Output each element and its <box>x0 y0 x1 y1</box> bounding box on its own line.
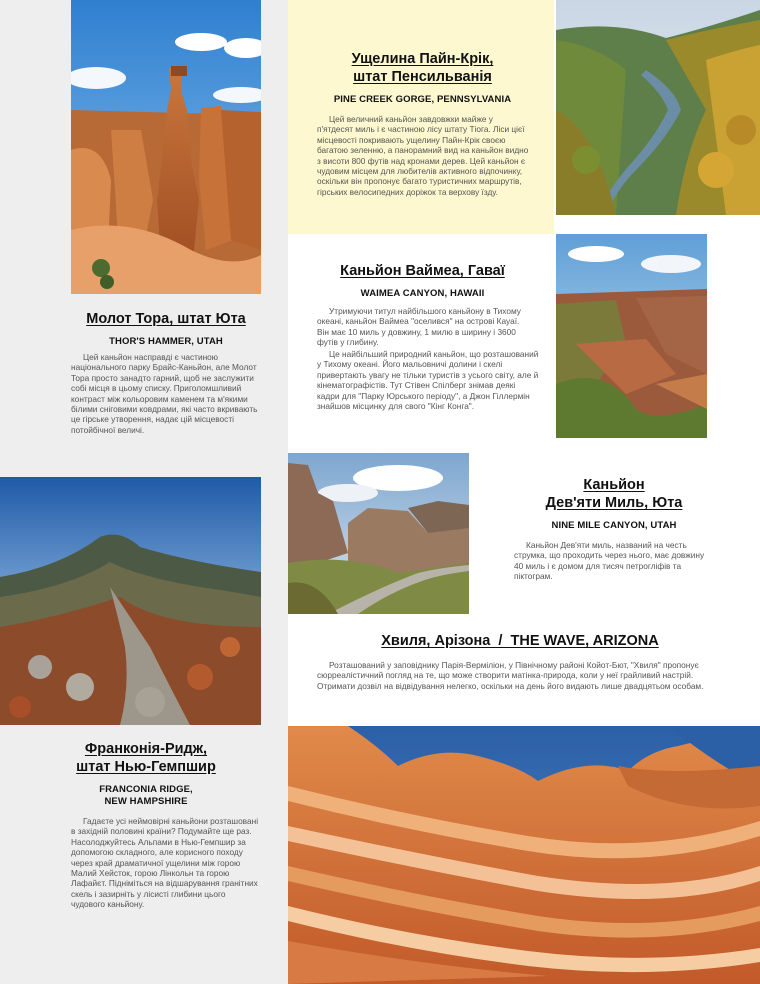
thors-hammer-title-block <box>71 310 261 348</box>
nine-mile-title-line1: Каньйон <box>583 477 645 493</box>
nine-mile-photo <box>288 453 469 614</box>
thors-hammer-body: Цей каньйон насправді є частиною національного парку Брайс-Каньйон, але Молот Тора просто занадто гарний, щоб не заслужити собі місця в цьому списку. Приголомшливий контраст між кольоровим каменем та м'якими білими сніговими ковдрами, які часто вкривають це гірське утворення, надає цій місцевості потойбічної величі. <box>71 352 258 435</box>
nine-mile-subtitle: NINE MILE CANYON, UTAH <box>551 520 677 531</box>
the-wave-photo <box>288 726 760 984</box>
nine-mile-title-block <box>494 476 734 532</box>
franconia-subtitle-line2: NEW HAMPSHIRE <box>104 796 188 807</box>
pine-creek-title-line1: Ущелина Пайн-Крік, <box>351 51 494 67</box>
waimea-photo <box>556 234 707 438</box>
nine-mile-title-line2: Дев'яти Миль, Юта <box>545 495 683 511</box>
thors-hammer-subtitle: THOR'S HAMMER, UTAH <box>109 336 223 347</box>
pine-creek-title-block <box>300 50 545 106</box>
waimea-body-2: Це найбільший природний каньйон, що розташований у Тихому океані. Його мальовничі долини і скелі привертають увагу не тільки туристів з усього світу, але й кінематографістів. Тут Стівен Спілберг знімав деякі кадри для "Парку Юрського періоду", а Джон Гіллермін знайшов місцинку для свого "Кінг Конга". <box>317 349 539 412</box>
franconia-title-line1: Франконія-Ридж, <box>84 741 208 757</box>
the-wave-title: Хвиля, Арізона / THE WAVE, ARIZONA <box>381 633 659 649</box>
waimea-title-block <box>300 262 545 300</box>
waimea-title: Каньйон Ваймеа, Гаваї <box>340 263 505 279</box>
thors-hammer-photo <box>71 0 261 294</box>
pine-creek-body: Цей величний каньйон завдовжки майже у п'ятдесят миль і є частиною лісу штату Тіога. Ліси цієї місцевості покривають ущелину Пайн-Крік своєю багатою зеленню, а панорамний вид на каньйон видно з висоти 800 футів над кронами дерев. Цей каньйон є чудовим місцем для любителів активного відпочинку, оскільки він пропонує багато туристичних маршрутів, гірських велосипедних доріжок та верхову їзду. <box>317 114 529 197</box>
waimea-subtitle: WAIMEA CANYON, HAWAII <box>360 288 485 299</box>
pine-creek-subtitle: PINE CREEK GORGE, PENNSYLVANIA <box>333 94 512 105</box>
franconia-subtitle-line1: FRANCONIA RIDGE, <box>99 784 193 795</box>
nine-mile-body: Каньйон Дев'яти миль, названий на честь струмка, що проходить через нього, має довжину 40 миль і є домом для тисяч петрогліфів та піктограм. <box>514 540 705 582</box>
the-wave-title-block <box>300 632 740 650</box>
franconia-body: Гадаєте усі неймовірні каньйони розташовані в західній половині країни? Подумайте ще раз. Насолоджуйтесь Альпами в Нью-Гемпшир за допомогою складного, але корисного походу через край драматичної ущелини між горою Малий Хейсток, горою Лінкольн та горою Лафайєт. Підніміться на відшарування гранітних скель і зазирніть у лісисті глибини цього чудового каньйону. <box>71 816 259 910</box>
thors-hammer-title: Молот Тора, штат Юта <box>86 311 246 327</box>
pine-creek-title-line2: штат Пенсильванія <box>353 69 492 85</box>
franconia-title-block <box>30 740 262 808</box>
pine-creek-photo <box>556 0 760 215</box>
the-wave-body: Розташований у заповіднику Парія-Верміліон, у Північному районі Койот-Бют, "Хвиля" пропонує сюрреалістичний погляд на те, що може створити матінка-природа, коли у неї грайливий настрій. Отримати дозвіл на відвідування нелегко, оскільки на день його видають лише двадцятьом особам. <box>317 660 704 691</box>
franconia-photo <box>0 477 261 725</box>
waimea-body-1: Утримуючи титул найбільшого каньйону в Тихому океані, каньйон Ваймеа "оселився" на острові Кауаї. Він має 10 миль у довжину, 1 милю в ширину і 3600 футів у глибину. <box>317 306 521 348</box>
franconia-title-line2: штат Нью-Гемпшир <box>76 759 216 775</box>
